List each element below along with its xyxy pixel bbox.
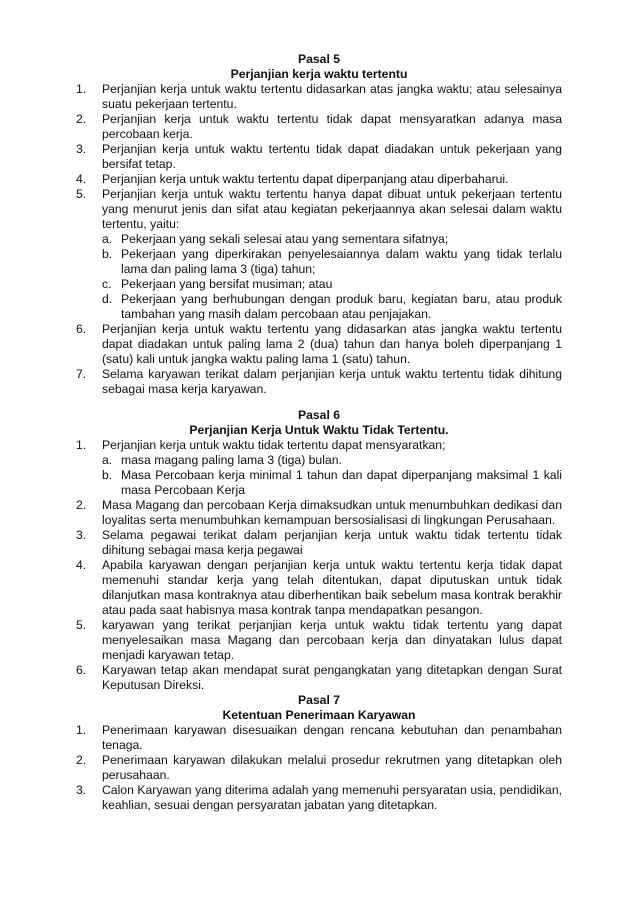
item-text: Perjanjian kerja untuk waktu tertentu dapat diperpanjang atau diperbaharui. — [102, 172, 509, 186]
list-item — [76, 142, 562, 172]
item-text: Perjanjian kerja untuk waktu tertentu yang didasarkan atas jangka waktu tertentu dapat diadakan untuk paling lama 2 (dua) tahun dan hanya boleh diperpanjang 1 (satu) kali untuk jangka waktu paling lama 1 (satu) tahun. — [102, 322, 562, 366]
sub-list-item — [102, 468, 562, 498]
item-number: 3. — [76, 528, 87, 542]
list-item — [76, 187, 562, 322]
list-item — [76, 723, 562, 753]
item-number: 6. — [76, 663, 87, 677]
item-text: Perjanjian kerja untuk waktu tertentu hanya dapat dibuat untuk pekerjaan tertentu yang menurut jenis dan sifat atau kegiatan pekerjaannya akan selesai dalam waktu tertentu, yaitu: — [102, 187, 562, 231]
list-item — [76, 753, 562, 783]
pasal-7-subtitle: Ketentuan Penerimaan Karyawan — [222, 708, 416, 722]
sub-item-text: Pekerjaan yang berhubungan dengan produk baru, kegiatan baru, atau produk tambahan yang masih dalam percobaan atau penjajakan. — [121, 292, 562, 321]
item-text: Perjanjian kerja untuk waktu tertentu tidak dapat mensyaratkan adanya masa percobaan kerja. — [102, 112, 562, 141]
list-item — [76, 618, 562, 663]
item-number: 1. — [76, 723, 87, 737]
pasal-5-title: Pasal 5 — [297, 52, 340, 66]
list-item — [76, 528, 562, 558]
list-item — [76, 367, 562, 397]
sub-list-item — [102, 247, 562, 277]
item-number: 5. — [76, 187, 87, 201]
item-number: 6. — [76, 322, 87, 336]
item-text: Perjanjian kerja untuk waktu tertentu tidak dapat diadakan untuk pekerjaan yang bersifat tetap. — [102, 142, 562, 171]
item-number: 2. — [76, 112, 87, 126]
list-item — [76, 663, 562, 693]
item-text: Penerimaan karyawan disesuaikan dengan rencana kebutuhan dan penambahan tenaga. — [102, 723, 562, 752]
sub-list-item — [102, 453, 562, 468]
pasal-5-section — [76, 52, 562, 397]
sub-item-letter: b. — [102, 247, 113, 261]
sub-item-letter: a. — [102, 453, 113, 467]
item-number: 1. — [76, 438, 87, 452]
pasal-6-item-1-sublist — [102, 453, 562, 498]
list-item — [76, 172, 562, 187]
pasal-6-list — [76, 438, 562, 693]
sub-list-item — [102, 292, 562, 322]
item-text: Perjanjian kerja untuk waktu tidak tertentu dapat mensyaratkan; — [102, 438, 446, 452]
item-text: Apabila karyawan dengan perjanjian kerja untuk waktu tertentu kerja tidak dapat memenuhi standar kerja yang telah ditentukan, dapat diputuskan untuk tidak dilanjutkan masa kontraknya atau diberhentikan baik sebelum masa kontrak berakhir atau pada saat habisnya masa kontrak tanpa mendapatkan pesangon. — [102, 558, 562, 617]
item-number: 7. — [76, 367, 87, 381]
item-text: Masa Magang dan percobaan Kerja dimaksudkan untuk menumbuhkan dedikasi dan loyalitas serta menumbuhkan kemampuan bersosialisasi di lingkungan Perusahaan. — [102, 498, 562, 527]
sub-list-item — [102, 277, 562, 292]
item-text: Penerimaan karyawan dilakukan melalui prosedur rekrutmen yang ditetapkan oleh perusahaan. — [102, 753, 562, 782]
item-number: 1. — [76, 82, 87, 96]
item-text: Selama karyawan terikat dalam perjanjian kerja untuk waktu tertentu tidak dihitung sebagai masa kerja karyawan. — [102, 367, 562, 396]
item-text: Selama pegawai terikat dalam perjanjian kerja untuk waktu tidak tertentu tidak dihitung sebagai masa kerja pegawai — [102, 528, 562, 557]
pasal-5-subtitle: Perjanjian kerja waktu tertentu — [230, 67, 408, 81]
sub-item-text: Masa Percobaan kerja minimal 1 tahun dan dapat diperpanjang maksimal 1 kali masa Percobaan Kerja — [121, 468, 562, 497]
sub-item-letter: b. — [102, 468, 113, 482]
list-item — [76, 498, 562, 528]
pasal-7-section — [76, 693, 562, 813]
item-number: 4. — [76, 558, 87, 572]
list-item — [76, 112, 562, 142]
pasal-5-list — [76, 82, 562, 397]
list-item — [76, 438, 562, 498]
item-text: karyawan yang terikat perjanjian kerja untuk waktu tidak tertentu yang dapat menyelesaikan masa Magang dan percobaan kerja dan dinyatakan lulus dapat menjadi karyawan tetap. — [102, 618, 562, 662]
sub-list-item — [102, 232, 562, 247]
pasal-6-section — [76, 408, 562, 693]
item-text: Perjanjian kerja untuk waktu tertentu didasarkan atas jangka waktu; atau selesainya suatu pekerjaan tertentu. — [102, 82, 562, 111]
sub-item-text: Pekerjaan yang sekali selesai atau yang sementara sifatnya; — [121, 232, 449, 246]
item-number: 3. — [76, 783, 87, 797]
document-page — [76, 52, 562, 813]
item-text: Calon Karyawan yang diterima adalah yang memenuhi persyaratan usia, pendidikan, keahlian, sesuai dengan persyaratan jabatan yang ditetapkan. — [102, 783, 562, 812]
sub-item-letter: d. — [102, 292, 113, 306]
sub-item-letter: a. — [102, 232, 113, 246]
sub-item-text: masa magang paling lama 3 (tiga) bulan. — [121, 453, 342, 467]
list-item — [76, 82, 562, 112]
item-number: 5. — [76, 618, 87, 632]
sub-item-text: Pekerjaan yang diperkirakan penyelesaiannya dalam waktu yang tidak terlalu lama dan paling lama 3 (tiga) tahun; — [121, 247, 562, 276]
pasal-5-item-5-sublist — [102, 232, 562, 322]
pasal-7-list — [76, 723, 562, 813]
item-number: 4. — [76, 172, 87, 186]
pasal-6-subtitle: Perjanjian Kerja Untuk Waktu Tidak Tertentu. — [189, 423, 449, 437]
list-item — [76, 322, 562, 367]
item-text: Karyawan tetap akan mendapat surat pengangkatan yang ditetapkan dengan Surat Keputusan Direksi. — [102, 663, 562, 692]
pasal-6-title: Pasal 6 — [297, 408, 340, 422]
section-gap — [76, 397, 562, 408]
item-number: 3. — [76, 142, 87, 156]
list-item — [76, 783, 562, 813]
pasal-7-title: Pasal 7 — [297, 693, 340, 707]
sub-item-text: Pekerjaan yang bersifat musiman; atau — [121, 277, 333, 291]
item-number: 2. — [76, 498, 87, 512]
sub-item-letter: c. — [102, 277, 112, 291]
list-item — [76, 558, 562, 618]
item-number: 2. — [76, 753, 87, 767]
